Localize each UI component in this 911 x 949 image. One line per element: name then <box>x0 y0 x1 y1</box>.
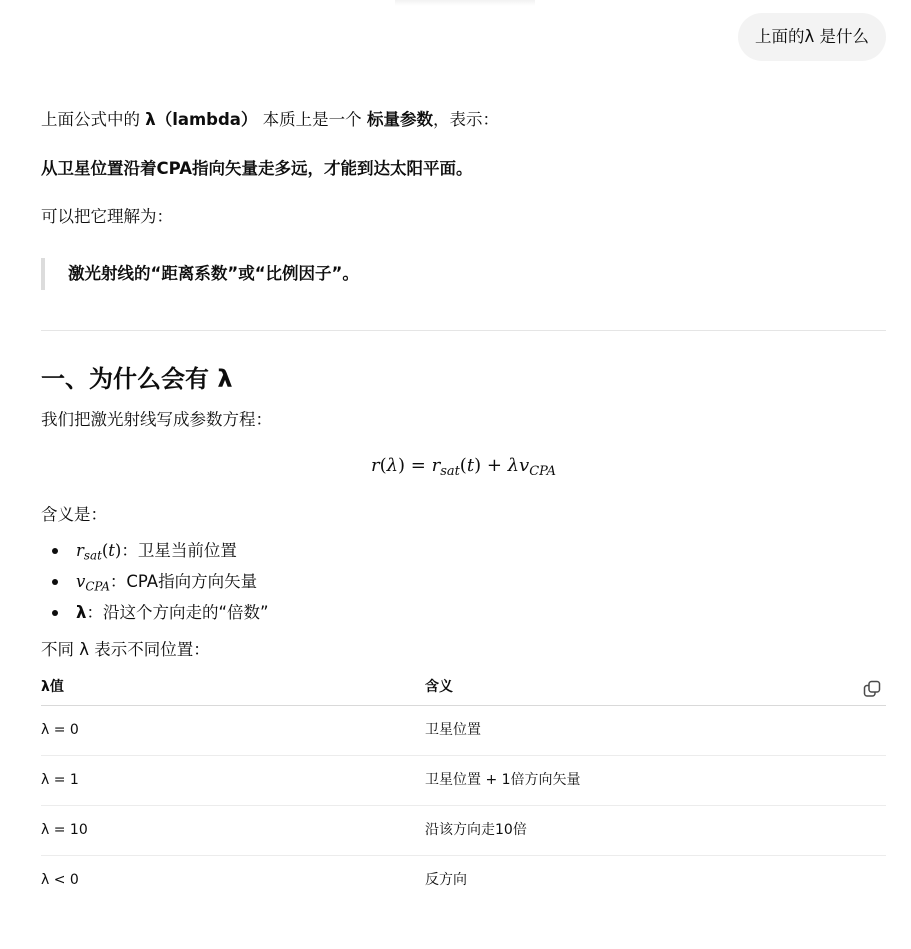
table-intro: 不同 λ 表示不同位置： <box>41 640 210 659</box>
math-symbol: v <box>76 572 86 591</box>
math-subscript: CPA <box>85 579 110 594</box>
copy-icon <box>862 679 882 699</box>
table-cell: 卫星位置 <box>425 722 481 738</box>
section-heading: 一、为什么会有 λ <box>41 365 233 393</box>
table-row <box>41 856 886 905</box>
eq-plus: + <box>481 455 508 476</box>
intro-kind: 标量参数 <box>366 110 433 129</box>
lambda-table <box>41 669 886 905</box>
intro-middle: 本质上是一个 <box>257 110 367 129</box>
eq-paren: ( <box>379 455 387 476</box>
list-item <box>41 597 269 628</box>
math-subscript: sat <box>83 548 102 563</box>
intro-term: λ（lambda） <box>145 110 258 129</box>
section-lead: 我们把激光射线写成参数方程： <box>41 410 272 429</box>
blockquote <box>41 258 359 290</box>
bullet-lambda: λ <box>76 603 87 622</box>
eq-lambda: λ <box>386 455 399 476</box>
intro-paragraph <box>41 108 499 132</box>
table-cell: λ < 0 <box>41 872 79 888</box>
eq-lambda: λ <box>507 455 520 476</box>
table-cell: 反方向 <box>425 872 467 888</box>
table-cell: λ = 10 <box>41 822 88 838</box>
intro-suffix: ，表示： <box>432 110 499 129</box>
section-divider <box>41 330 886 331</box>
eq-sub-sat: sat <box>440 463 460 479</box>
top-fade <box>395 0 535 6</box>
copy-table-button[interactable] <box>862 677 882 697</box>
bullet-text: ：卫星当前位置 <box>121 541 237 560</box>
eq-equals: = <box>405 455 432 476</box>
bullet-math <box>76 572 110 594</box>
table-header-lambda: λ值 <box>41 679 64 695</box>
understand-paragraph: 可以把它理解为： <box>41 207 173 226</box>
eq-r: r <box>370 455 380 476</box>
bullet-math <box>76 541 122 563</box>
eq-r-sat: r <box>431 455 441 476</box>
user-message-bubble <box>738 13 886 61</box>
table-cell: 沿该方向走10倍 <box>425 822 527 838</box>
parametric-equation <box>41 452 886 480</box>
table-row <box>41 806 886 856</box>
table-cell: 卫星位置 + 1倍方向矢量 <box>425 772 581 788</box>
user-message-text: 上面的λ 是什么 <box>754 27 869 46</box>
list-item <box>41 566 269 597</box>
math-arg: t <box>108 541 115 560</box>
math-paren: ) <box>114 541 122 560</box>
eq-paren: ) <box>474 455 482 476</box>
eq-sub-cpa: CPA <box>529 463 557 479</box>
eq-paren: ( <box>459 455 467 476</box>
eq-paren: ) <box>398 455 406 476</box>
meaning-paragraph: 从卫星位置沿着CPA指向矢量走多远，才能到达太阳平面。 <box>41 159 473 178</box>
math-symbol: r <box>76 541 84 560</box>
meaning-list <box>41 535 269 628</box>
bullet-text: ：沿这个方向走的“倍数” <box>86 603 269 622</box>
table-cell: λ = 0 <box>41 722 79 738</box>
intro-prefix: 上面公式中的 <box>41 110 146 129</box>
meaning-label: 含义是： <box>41 505 107 524</box>
eq-v: v <box>519 455 530 476</box>
table-row <box>41 756 886 806</box>
eq-t: t <box>466 455 475 476</box>
table-header-meaning: 含义 <box>425 679 453 695</box>
table-header-row <box>41 669 886 706</box>
list-item <box>41 535 269 566</box>
math-paren: ( <box>101 541 109 560</box>
table-cell: λ = 1 <box>41 772 79 788</box>
table-row <box>41 706 886 756</box>
blockquote-text: 激光射线的“距离系数”或“比例因子”。 <box>68 264 359 283</box>
bullet-text: ：CPA指向方向矢量 <box>109 572 258 591</box>
